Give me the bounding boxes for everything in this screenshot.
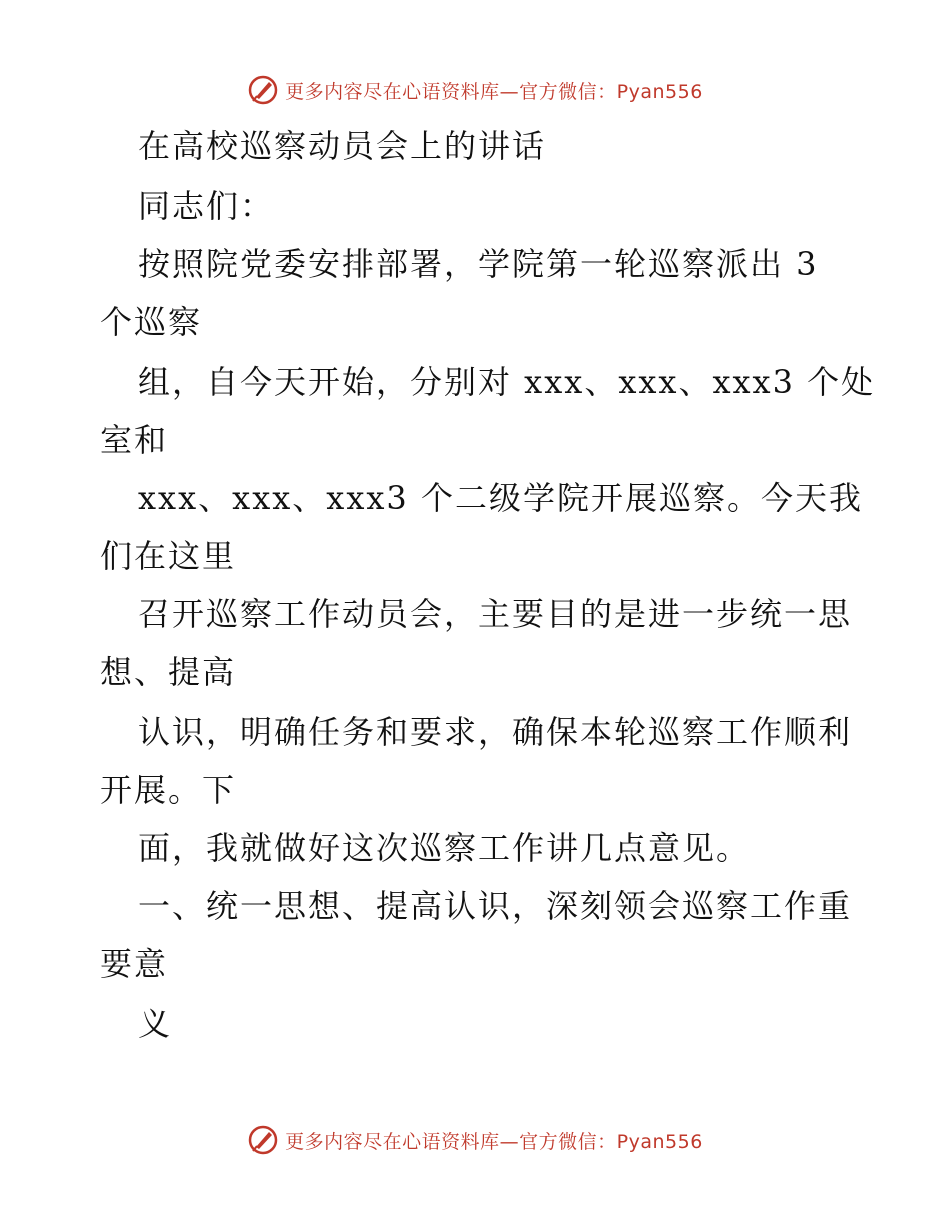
section-heading-line: 一、统一思想、提高认识，深刻领会巡察工作重: [138, 887, 853, 925]
quill-logo-icon: [247, 74, 279, 106]
paragraph-line: 认识，明确任务和要求，确保本轮巡察工作顺利: [138, 713, 853, 751]
paragraph-line: 组，自今天开始，分别对 xxx、xxx、xxx3 个处: [138, 363, 876, 401]
footer-watermark-text: 更多内容尽在心语资料库—官方微信：Pyan556: [285, 1130, 703, 1153]
quill-logo-icon: [247, 1124, 279, 1156]
paragraph-line: 个巡察: [100, 303, 203, 341]
paragraph-line: 面，我就做好这次巡察工作讲几点意见。: [138, 829, 751, 867]
paragraph-line: 们在这里: [100, 537, 237, 575]
section-heading-line: 义: [138, 1005, 173, 1043]
paragraph-line: 召开巡察工作动员会，主要目的是进一步统一思: [138, 595, 853, 633]
header-watermark-banner: [0, 70, 950, 110]
footer-watermark-banner: [0, 1120, 950, 1160]
paragraph-line: 按照院党委安排部署，学院第一轮巡察派出 3: [138, 245, 819, 283]
paragraph-line: 开展。下: [100, 771, 237, 809]
header-watermark-text: 更多内容尽在心语资料库—官方微信：Pyan556: [285, 80, 703, 103]
paragraph-line: 想、提高: [100, 653, 237, 691]
document-title: 在高校巡察动员会上的讲话: [138, 127, 547, 165]
section-heading-line: 要意: [100, 945, 169, 983]
paragraph-line: xxx、xxx、xxx3 个二级学院开展巡察。今天我: [138, 479, 863, 517]
salutation: 同志们：: [138, 187, 275, 225]
paragraph-line: 室和: [100, 421, 169, 459]
